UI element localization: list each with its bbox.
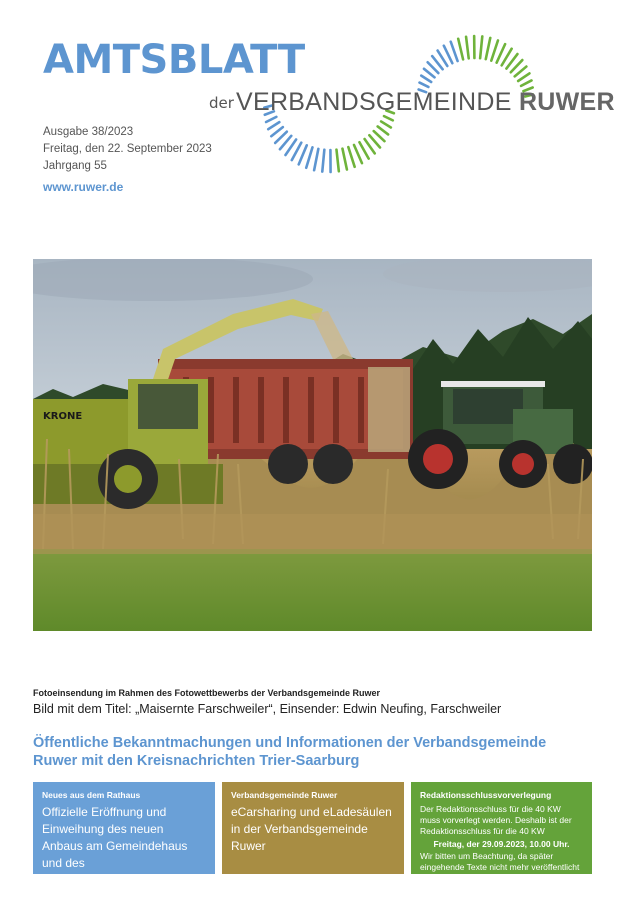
subtitle-vg-name: RUWER xyxy=(519,88,615,116)
logo-ray xyxy=(374,131,385,141)
teaser-box-rathaus[interactable] xyxy=(33,782,215,874)
harvester-brand-text: KRONE xyxy=(43,411,82,422)
logo-ray xyxy=(491,40,498,60)
logo-ray xyxy=(381,121,391,127)
logo-ray xyxy=(421,76,431,82)
logo-ray xyxy=(518,73,529,81)
logo-ray xyxy=(306,147,312,167)
teaser-note: Wir bitten um Beachtung, da später eingehende Texte nicht mehr veröffentlicht werden. xyxy=(420,851,583,884)
teaser-body: Offizielle Eröffnung und Einweihung des neuen Anbaus am Gemeindehaus und des Mehrgenerationenplatzes an der Labach in Korlingen xyxy=(42,804,206,906)
logo-ray xyxy=(486,38,490,59)
logo-ray xyxy=(424,69,435,78)
teaser-kicker: Redaktionsschlussvorverlegung xyxy=(420,790,583,800)
logo-ray xyxy=(268,122,279,129)
logo-ray xyxy=(342,149,346,170)
logo-ray xyxy=(322,150,324,172)
photo-caption-source: Fotoeinsendung im Rahmen des Fotowettbewerbs der Verbandsgemeinde Ruwer xyxy=(33,688,380,698)
section-headline: Öffentliche Bekanntmachungen und Informationen der Verbandsgemeinde Ruwer mit den Kreisnachrichten Trier-Saarburg xyxy=(33,734,593,770)
logo-ray xyxy=(266,117,276,122)
logo-ray xyxy=(451,42,458,61)
logo-ray xyxy=(378,126,388,134)
issue-number: Ausgabe 38/2023 xyxy=(43,124,212,141)
logo-ray xyxy=(348,147,354,167)
logo-ray xyxy=(420,83,429,87)
teaser-kicker: Neues aus dem Rathaus xyxy=(42,790,206,800)
logo-ray xyxy=(314,149,318,170)
logo-ray xyxy=(521,80,531,85)
teaser-box-vg[interactable] xyxy=(222,782,404,874)
issue-meta xyxy=(43,124,212,175)
logo-ray xyxy=(299,145,307,164)
logo-ray xyxy=(336,150,338,172)
logo-ray xyxy=(458,39,463,60)
issue-volume: Jahrgang 55 xyxy=(43,158,212,175)
logo-ray xyxy=(480,36,482,58)
issue-date: Freitag, den 22. September 2023 xyxy=(43,141,212,158)
subtitle-verbandsgemeinde xyxy=(236,88,615,117)
logo-ray xyxy=(354,145,362,163)
logo-ray xyxy=(466,37,469,59)
subtitle-der: der xyxy=(209,94,234,112)
masthead-title: AMTSBLATT xyxy=(43,36,305,84)
logo-ray xyxy=(271,127,283,136)
cover-photo xyxy=(33,259,592,631)
photo-caption-title: Bild mit dem Titel: „Maisernte Farschweiler“, Einsender: Edwin Neufing, Farschweiler xyxy=(33,702,501,716)
website-link[interactable]: www.ruwer.de xyxy=(43,180,123,194)
teaser-body: eCarsharing und eLadesäulen in der Verbandsgemeinde Ruwer xyxy=(231,804,395,855)
teaser-body: Der Redaktionsschluss für die 40 KW muss vorverlegt werden. Deshalb ist der Redaktionsschluss für die 40 KW xyxy=(420,804,583,837)
subtitle-vg-prefix: VERBANDSGEMEINDE xyxy=(236,88,512,116)
teaser-box-redaktion[interactable] xyxy=(411,782,592,874)
deadline-highlight: Freitag, der 29.09.2023, 10.00 Uhr. xyxy=(420,839,583,849)
teaser-kicker: Verbandsgemeinde Ruwer xyxy=(231,790,395,800)
